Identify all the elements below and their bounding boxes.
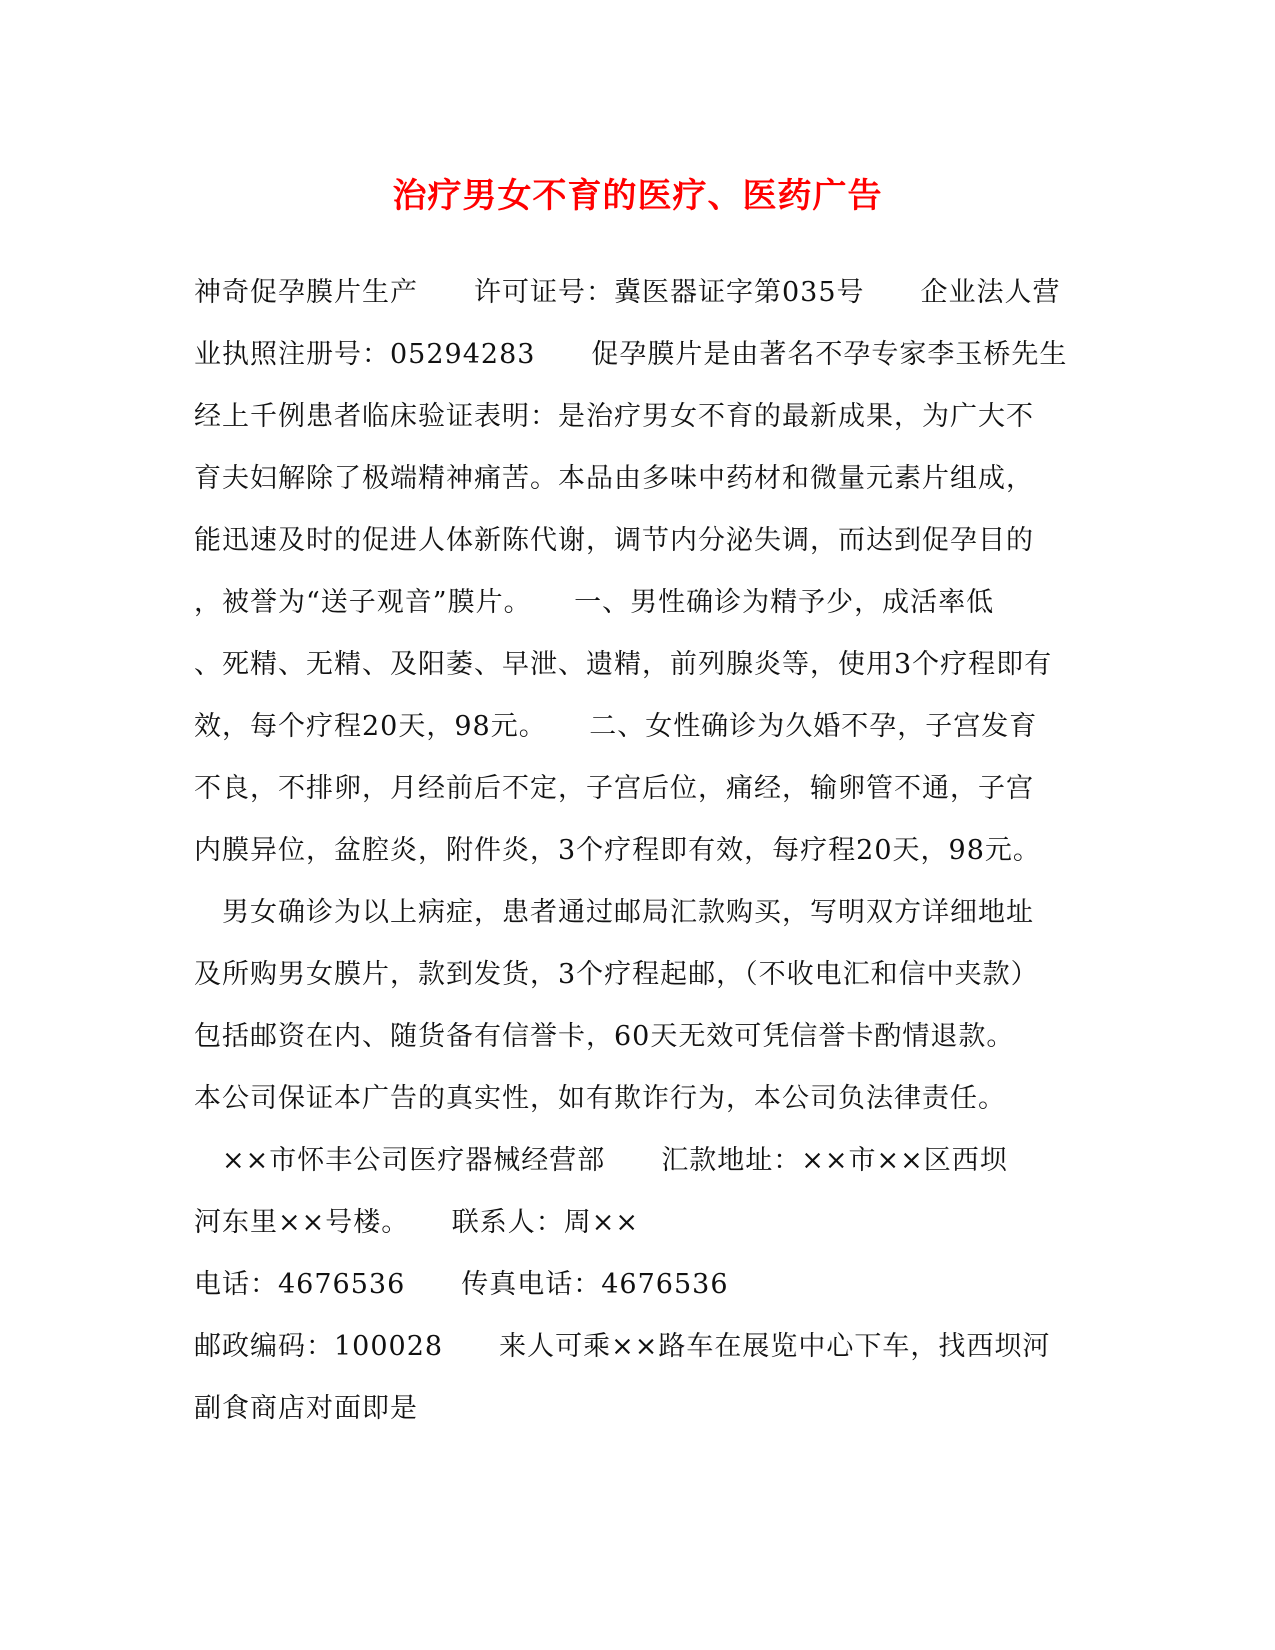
body-line-13: 包括邮资在内、随货备有信誉卡，60天无效可凭信誉卡酌情退款。 — [194, 1021, 1015, 1052]
body-line-4: 育夫妇解除了极端精神痛苦。本品由多味中药材和微量元素片组成， — [194, 463, 1034, 494]
body-line-15: ××市怀丰公司医疗器械经营部 汇款地址：××市××区西坝 — [194, 1145, 1008, 1176]
body-line-17: 电话：4676536 传真电话：4676536 — [194, 1269, 729, 1300]
body-line-3: 经上千例患者临床验证表明：是治疗男女不育的最新成果，为广大不 — [194, 401, 1034, 432]
body-line-10: 内膜异位，盆腔炎，附件炎，3个疗程即有效，每疗程20天，98元。 — [194, 835, 1041, 866]
body-line-5: 能迅速及时的促进人体新陈代谢，调节内分泌失调，而达到促孕目的 — [194, 525, 1034, 556]
body-line-16: 河东里××号楼。 联系人：周×× — [194, 1207, 639, 1238]
body-line-1: 神奇促孕膜片生产 许可证号：冀医器证字第035号 企业法人营 — [194, 277, 1061, 308]
body-line-14: 本公司保证本广告的真实性，如有欺诈行为，本公司负法律责任。 — [194, 1083, 1006, 1114]
document-title: 治疗男女不育的医疗、医药广告 — [392, 176, 883, 216]
body-line-18: 邮政编码：100028 来人可乘××路车在展览中心下车，找西坝河 — [194, 1331, 1051, 1362]
body-line-19: 副食商店对面即是 — [194, 1393, 418, 1424]
body-line-11: 男女确诊为以上病症，患者通过邮局汇款购买，写明双方详细地址 — [194, 897, 1034, 928]
body-line-7: 、死精、无精、及阳萎、早泄、遗精，前列腺炎等，使用3个疗程即有 — [194, 649, 1053, 680]
body-line-8: 效，每个疗程20天，98元。 二、女性确诊为久婚不孕，子宫发育 — [194, 711, 1038, 742]
body-line-12: 及所购男女膜片，款到发货，3个疗程起邮，（不收电汇和信中夹款） — [194, 959, 1039, 990]
body-line-2: 业执照注册号：05294283 促孕膜片是由著名不孕专家李玉桥先生 — [194, 339, 1068, 370]
body-line-6: ，被誉为“送子观音”膜片。 一、男性确诊为精予少，成活率低 — [194, 587, 995, 618]
body-line-9: 不良，不排卵，月经前后不定，子宫后位，痛经，输卵管不通，子宫 — [194, 773, 1034, 804]
